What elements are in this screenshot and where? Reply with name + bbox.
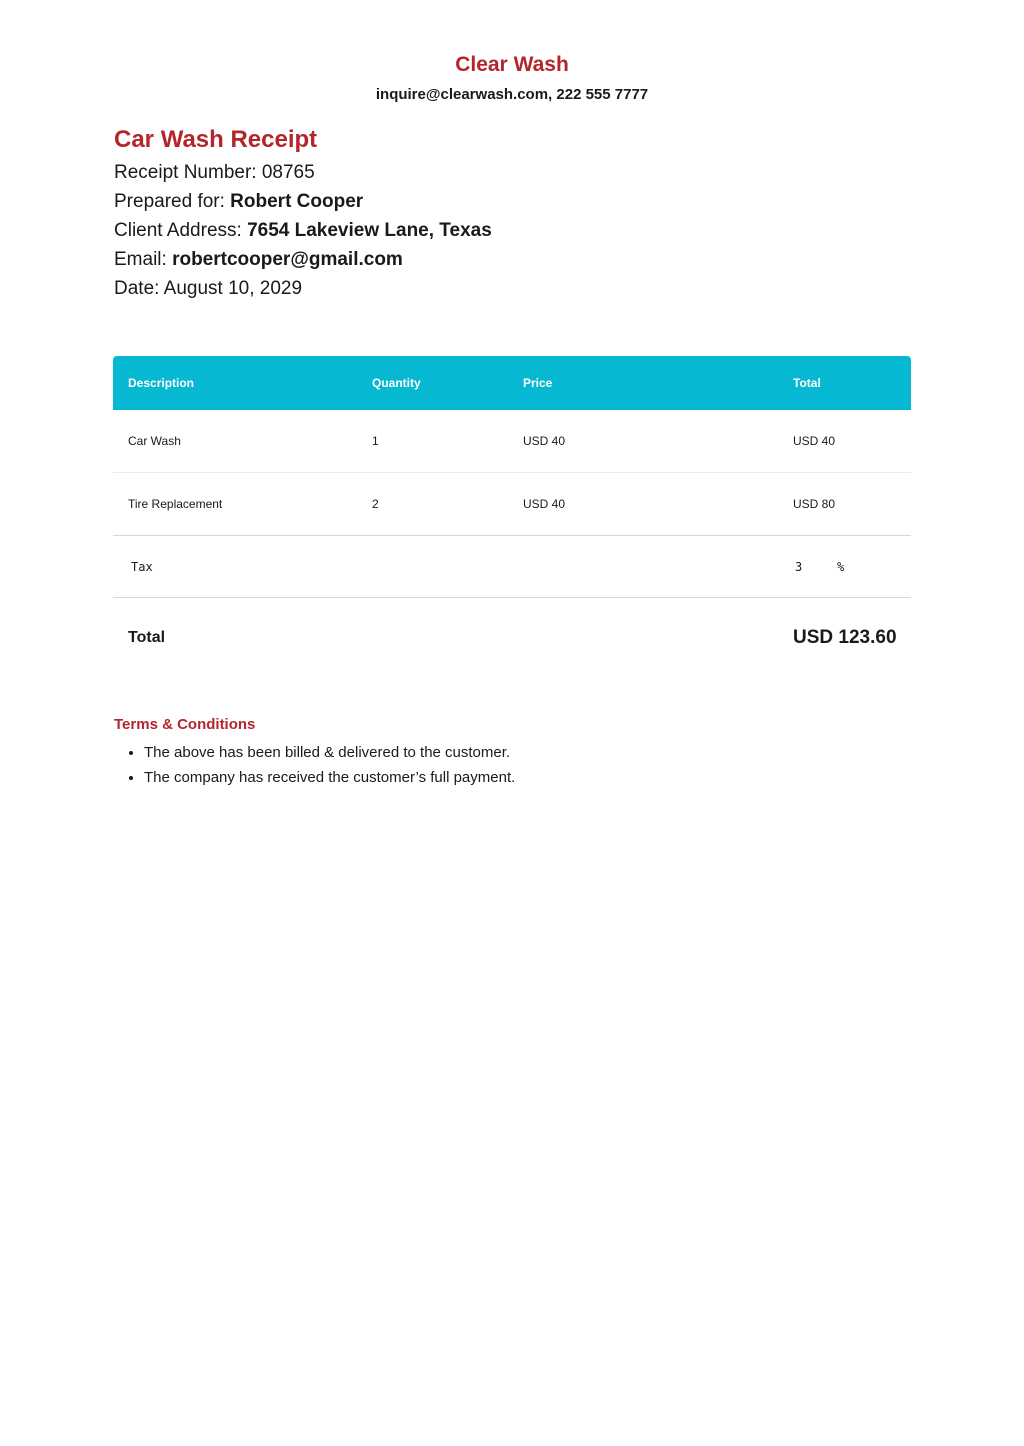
- table-row: [113, 410, 911, 473]
- items-table: [113, 356, 911, 678]
- row-total: USD 40: [793, 434, 836, 448]
- receipt-title: Car Wash Receipt: [114, 126, 318, 153]
- tax-unit: %: [837, 559, 845, 574]
- row-quantity: 2: [372, 497, 379, 511]
- date-value: August 10, 2029: [163, 278, 303, 299]
- email-label: Email:: [114, 249, 173, 270]
- row-description: Tire Replacement: [128, 497, 223, 511]
- row-description: Car Wash: [128, 434, 181, 448]
- prepared-for-label: Prepared for:: [114, 191, 231, 212]
- row-price: USD 40: [523, 497, 566, 511]
- tax-value: 3: [795, 559, 803, 574]
- email-line: [114, 249, 403, 271]
- header-price: Price: [523, 376, 553, 390]
- terms-list: [114, 740, 515, 790]
- grand-total-label: Total: [128, 629, 166, 646]
- client-address-line: [114, 220, 492, 242]
- prepared-for-line: [114, 191, 363, 213]
- terms-title: Terms & Conditions: [114, 716, 256, 733]
- prepared-for-value: Robert Cooper: [230, 191, 364, 212]
- company-name: Clear Wash: [455, 53, 569, 76]
- terms-item: • The above has been billed & delivered to the customer.: [144, 740, 515, 765]
- header-quantity: Quantity: [372, 376, 421, 390]
- company-contact: inquire@clearwash.com, 222 555 7777: [375, 86, 649, 103]
- receipt-number-value: 08765: [261, 162, 315, 183]
- header-total: Total: [793, 376, 821, 390]
- receipt-number-line: [114, 162, 315, 184]
- date-label: Date:: [114, 278, 164, 299]
- tax-row: [113, 536, 911, 598]
- date-line: [114, 278, 302, 300]
- row-total: USD 80: [793, 497, 836, 511]
- tax-label: Tax: [131, 559, 153, 574]
- table-row: [113, 473, 911, 536]
- client-address-value: 7654 Lakeview Lane, Texas: [247, 220, 492, 241]
- terms-item: • The company has received the customer’s full payment.: [144, 765, 515, 790]
- grand-total-row: [113, 598, 911, 678]
- email-value: robertcooper@gmail.com: [172, 249, 403, 270]
- header-description: Description: [128, 376, 195, 390]
- row-quantity: 1: [372, 434, 379, 448]
- row-price: USD 40: [523, 434, 566, 448]
- receipt-number-label: Receipt Number:: [114, 162, 262, 183]
- table-header: [113, 356, 911, 410]
- grand-total-value: USD 123.60: [793, 627, 897, 648]
- client-address-label: Client Address:: [114, 220, 248, 241]
